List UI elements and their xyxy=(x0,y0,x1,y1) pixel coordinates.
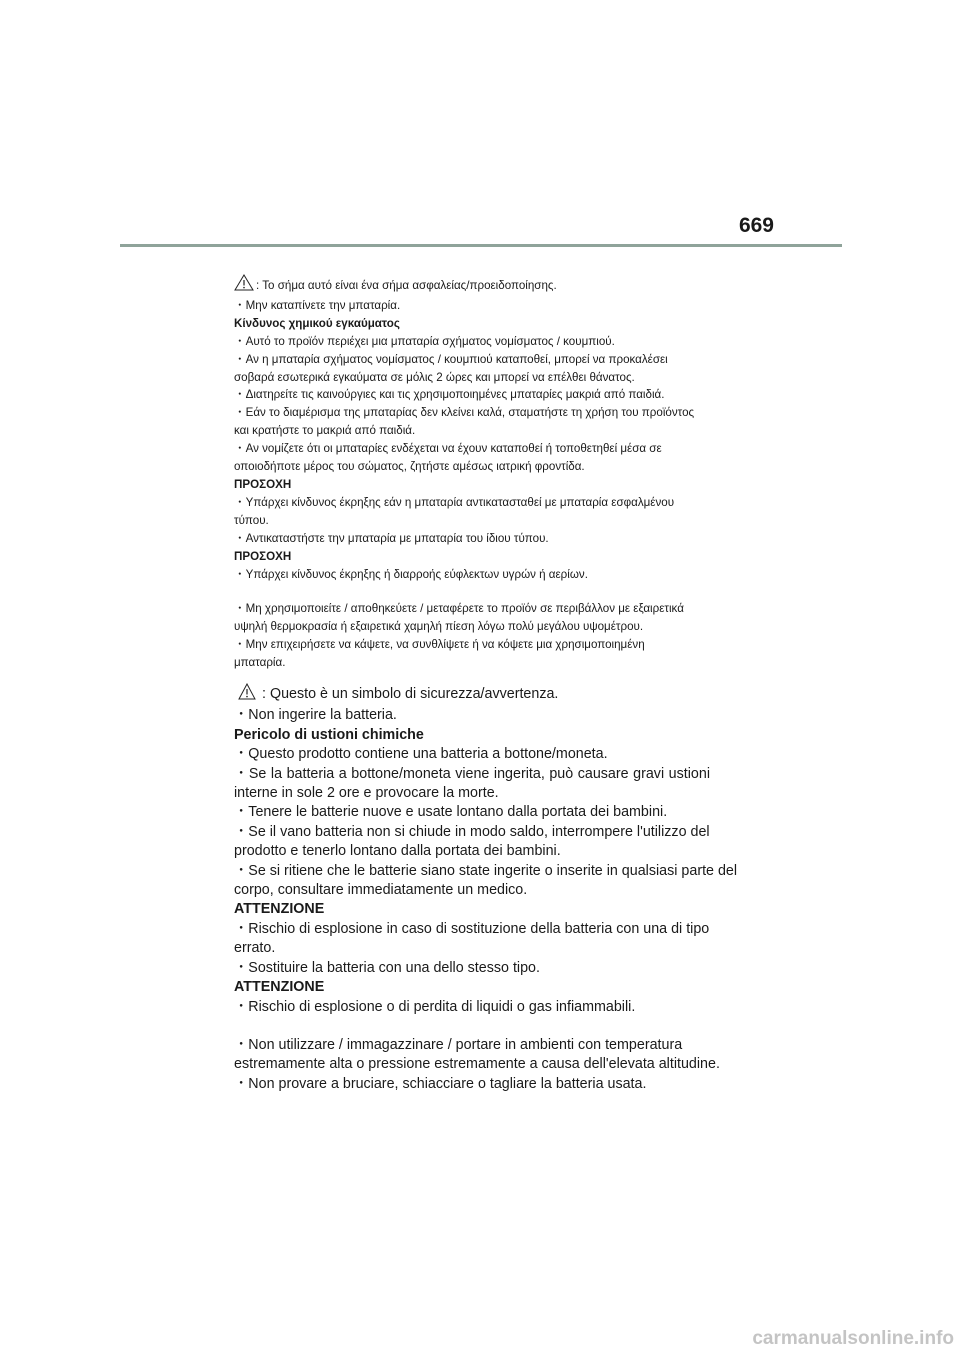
text-line: οποιοδήποτε μέρος του σώματος, ζητήστε αμέσως ιατρική φροντίδα. xyxy=(234,460,585,474)
greek-section xyxy=(234,274,710,672)
text-line: ・Non ingerire la batteria. xyxy=(234,707,397,724)
text-line: prodotto e tenerlo lontano dalla portata dei bambini. xyxy=(234,843,561,860)
text-line: ・Αντικαταστήστε την μπαταρία με μπαταρία του ίδιου τύπου. xyxy=(234,531,549,545)
text-line: ・Μην επιχειρήσετε να κάψετε, να συνθλίψετε ή να κόψετε μια χρησιμοποιημένη xyxy=(234,638,645,652)
text-line: σοβαρά εσωτερικά εγκαύματα σε μόλις 2 ώρες και μπορεί να επέλθει θάνατος. xyxy=(234,370,635,384)
text-line: ・Διατηρείτε τις καινούργιες και τις χρησιμοποιημένες μπαταρίες μακριά από παιδιά. xyxy=(234,388,665,402)
text-line: ・Se si ritiene che le batterie siano state ingerite o inserite in qualsiasi parte del xyxy=(234,862,738,879)
text-line: ・Μην καταπίνετε την μπαταρία. xyxy=(234,298,401,312)
text-line: ・Υπάρχει κίνδυνος έκρηξης ή διαρροής εύφλεκτων υγρών ή αερίων. xyxy=(234,567,588,581)
blank-line xyxy=(234,583,710,600)
text-line: ・Αυτό το προϊόν περιέχει μια μπαταρία σχήματος νομίσματος / κουμπιού. xyxy=(234,334,615,348)
text-line: ・Rischio di esplosione in caso di sostituzione della batteria con una di tipo xyxy=(234,920,710,937)
text-line: interne in sole 2 ore e provocare la morte. xyxy=(234,785,499,802)
text-line: ・Rischio di esplosione o di perdita di liquidi o gas infiammabili. xyxy=(234,998,636,1015)
section-heading: Κίνδυνος χημικού εγκαύματος xyxy=(234,316,400,330)
header-rule xyxy=(120,244,842,247)
text-line: ・Tenere le batterie nuove e usate lontano dalla portata dei bambini. xyxy=(234,804,668,821)
text-line: ・Μη χρησιμοποιείτε / αποθηκεύετε / μεταφέρετε το προϊόν σε περιβάλλον με εξαιρετικά xyxy=(234,602,684,616)
section-heading: ATTENZIONE xyxy=(234,979,325,996)
blank-line xyxy=(234,1017,710,1036)
text-line: τύπου. xyxy=(234,513,269,527)
text-line: υψηλή θερμοκρασία ή εξαιρετικά χαμηλή πίεση λόγω πολύ μεγάλου υψομέτρου. xyxy=(234,620,644,634)
italian-warning-text: : Questo è un simbolo di sicurezza/avvertenza. xyxy=(262,686,559,702)
text-line: ・Se il vano batteria non si chiude in modo saldo, interrompere l'utilizzo del xyxy=(234,823,710,840)
text-line: ・Αν η μπαταρία σχήματος νομίσματος / κουμπιού καταποθεί, μπορεί να προκαλέσει xyxy=(234,352,668,366)
text-line: ・Αν νομίζετε ότι οι μπαταρίες ενδέχεται να έχουν καταποθεί ή τοποθετηθεί μέσα σε xyxy=(234,442,662,456)
text-line: corpo, consultare immediatamente un medico. xyxy=(234,882,528,899)
text-line: και κρατήστε το μακριά από παιδιά. xyxy=(234,424,416,438)
greek-warning-line xyxy=(234,274,710,297)
text-line: ・Sostituire la batteria con una dello stesso tipo. xyxy=(234,959,540,976)
text-line: errato. xyxy=(234,940,276,957)
page-number: 669 xyxy=(738,214,774,237)
watermark: carmanualsonline.info xyxy=(752,1328,954,1349)
greek-warning-text: : Το σήμα αυτό είναι ένα σήμα ασφαλείας/προειδοποίησης. xyxy=(256,278,557,292)
text-line: ・Se la batteria a bottone/moneta viene ingerita, può causare gravi ustioni xyxy=(234,765,710,782)
section-heading: ΠΡΟΣΟΧΗ xyxy=(234,549,292,563)
warning-triangle-icon xyxy=(238,683,256,706)
text-line: ・Υπάρχει κίνδυνος έκρηξης εάν η μπαταρία αντικατασταθεί με μπαταρία εσφαλμένου xyxy=(234,495,675,509)
section-heading: Pericolo di ustioni chimiche xyxy=(234,726,424,743)
text-line: ・Non utilizzare / immagazzinare / portare in ambienti con temperatura xyxy=(234,1036,683,1053)
text-line: ・Non provare a bruciare, schiacciare o tagliare la batteria usata. xyxy=(234,1075,647,1092)
text-line: ・Εάν το διαμέρισμα της μπαταρίας δεν κλείνει καλά, σταματήστε τη χρήση του προϊόντος xyxy=(234,406,695,420)
italian-warning-line xyxy=(234,683,710,706)
warning-triangle-icon xyxy=(234,274,254,297)
section-heading: ATTENZIONE xyxy=(234,901,325,918)
text-line: ・Questo prodotto contiene una batteria a bottone/moneta. xyxy=(234,746,608,763)
italian-section xyxy=(234,683,738,1094)
text-line: estremamente alta o pressione estremamente a causa dell'elevata altitudine. xyxy=(234,1056,720,1073)
text-line: μπαταρία. xyxy=(234,656,286,670)
section-heading: ΠΡΟΣΟΧΗ xyxy=(234,477,292,491)
